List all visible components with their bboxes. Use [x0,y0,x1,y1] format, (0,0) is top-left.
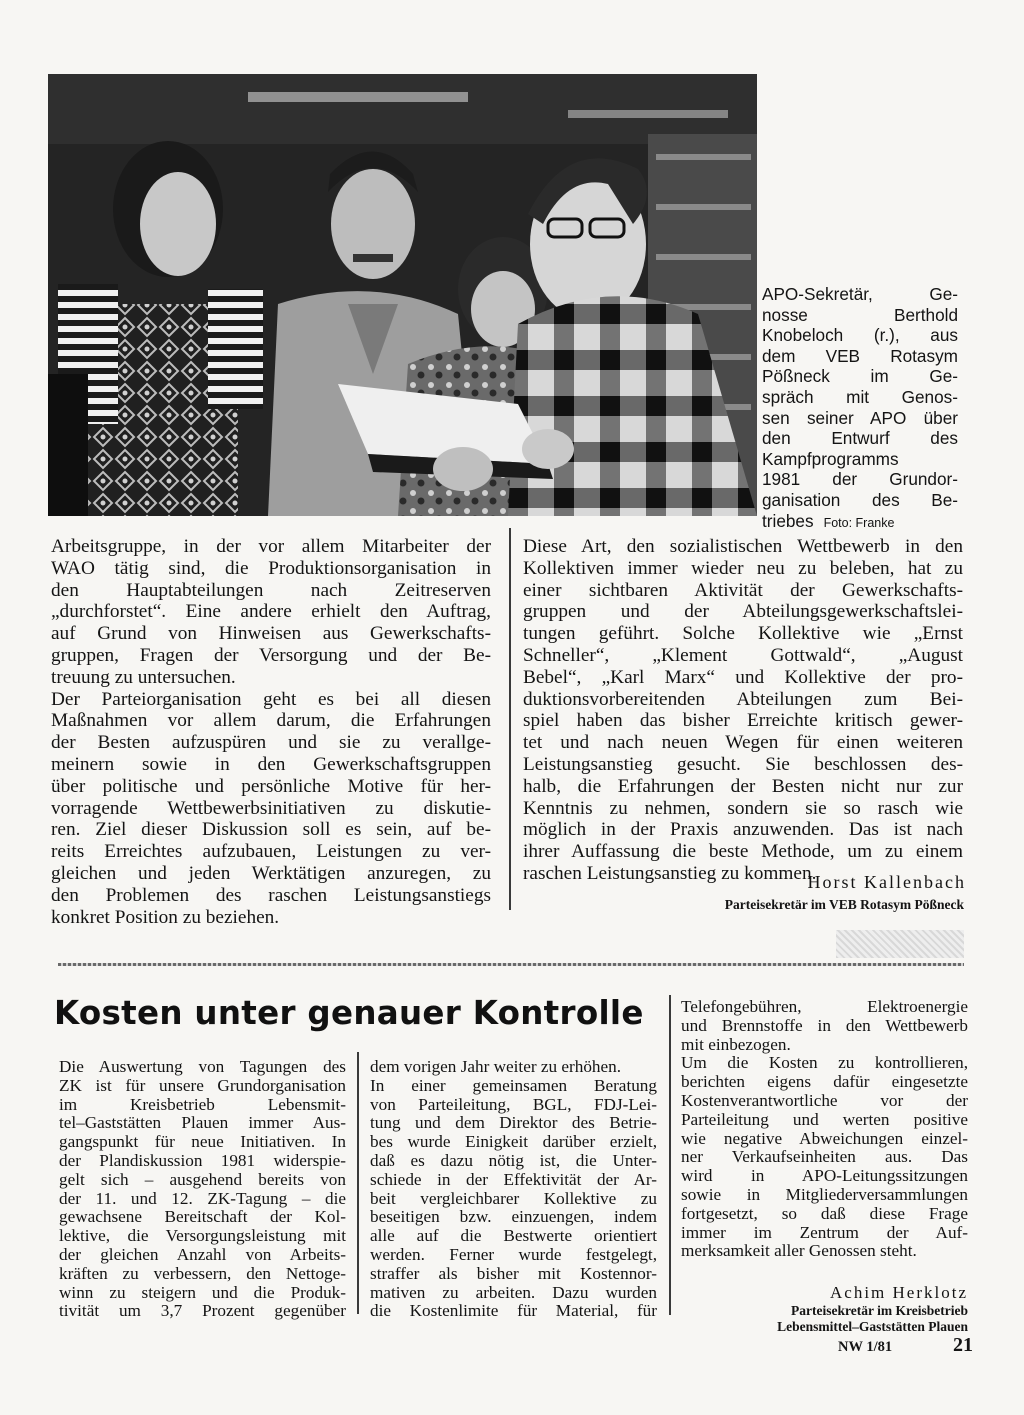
text-line: treuung zu untersuchen. [51,666,236,688]
text-line: ren. Ziel dieser Diskussion soll es sein, auf be- [51,819,491,841]
text-line: reits Erreichtes aufzubauen, Leistungen zu ver- [51,841,491,863]
article1-column-2 [523,536,963,885]
text-line: gruppen, Fragen der Versorgung und der Be- [51,644,491,666]
text-line: Telefongebühren, Elektroenergie [681,997,968,1016]
article2-headline: Kosten unter genauer Kontrolle [54,994,644,1032]
group-photo-image [48,74,757,516]
text-line: der Besten aufzuspüren und sie zu verallge- [51,732,491,754]
text-line: und Brennstoffe in den Wettbewerb [681,1015,968,1035]
text-line: konkret Position zu beziehen. [51,906,280,928]
text-line: alle auf die Bestwerte orientiert [370,1226,657,1246]
issue-number: NW 1/81 [838,1339,893,1355]
photo-caption [762,284,958,533]
column-divider [509,528,511,910]
text-line: tel–Gaststätten Plauen immer Aus- [59,1113,346,1133]
caption-line: 1981 der Grundor- [762,469,958,490]
text-line: den Hauptabteilungen nach Zeitreserven [51,579,491,601]
text-line: gelt sich – ausgehend bereits von [59,1169,346,1189]
text-line: „durchforstet“. Eine andere erhielt den Auftrag, [51,601,491,623]
text-line: wird in APO-Leitungssitzungen [681,1166,968,1186]
text-line: In einer gemeinsamen Beratung [370,1075,657,1095]
text-line: winn zu steigern und die Produk- [59,1282,346,1302]
text-line: bes wurde Einigkeit darüber erzielt, [370,1132,657,1152]
text-line: ZK ist für unsere Grundorganisation [59,1075,346,1095]
page-number: 21 [953,1334,973,1356]
text-line: beseitigen bzw. einzuengen, indem [370,1207,657,1227]
text-line: Die Auswertung von Tagungen des [59,1057,346,1076]
text-line: raschen Leistungsanstieg zu kommen. [523,862,817,884]
caption-line: sen seiner APO über [762,407,958,428]
caption-line: dem VEB Rotasym [762,345,958,366]
text-line: über politische und persönliche Motive für her- [51,775,491,797]
caption-line: Pößneck im Ge- [762,366,958,387]
text-line: mativen zu arbeiten. Dazu wurden [370,1282,657,1302]
text-line: spiel haben das bisher Erreichte kritisch gewer- [523,710,963,732]
text-line: daß es dazu nötig ist, die Unter- [370,1150,657,1170]
text-line: merksamkeit aller Genossen steht. [681,1241,917,1261]
text-line: lektive, die Versorgungsleistung mit [59,1226,346,1246]
text-line: Maßnahmen vor allem darum, die Erfahrungen [51,710,491,732]
caption-last-line [762,511,958,534]
text-line: die Kostenlimite für Material, für [370,1301,657,1321]
caption-line: den Entwurf des [762,428,958,449]
text-line: werden. Ferner wurde festgelegt, [370,1244,657,1264]
text-line: Parteileitung und werten positive [681,1109,968,1129]
text-line: beit vergleichbarer Kollektive zu [370,1188,657,1208]
text-line: der gleichen Anzahl von Arbeits- [59,1244,346,1264]
text-line: straffer als bisher mit Kostennor- [370,1263,657,1283]
caption-line: spräch mit Genos- [762,386,958,407]
column-divider [357,1052,359,1314]
text-line: sowie in Mitgliederversammlungen [681,1184,968,1204]
photo-credit: Foto: Franke [823,515,895,530]
text-line: fortgesetzt, so daß diese Frage [681,1203,968,1223]
text-line: tet und nach neuen Wegen für einen weiteren [523,732,963,754]
text-line: Kenntnis zu nehmen, sondern sie so rasch wie [523,797,963,819]
article2-author: Achim Herklotz [830,1283,968,1302]
caption-line: triebes [762,510,814,531]
article1-author-role: Parteisekretär im VEB Rotasym Pößneck [724,897,964,912]
text-line: gruppen und der Abteilungsgewerkschaftslei- [523,601,963,623]
text-line: dem vorigen Jahr weiter zu erhöhen. [370,1057,622,1076]
text-line: tungen geführt. Solche Kollektive wie „Ernst [523,623,963,645]
separator-ornament [836,930,964,958]
text-line: im Kreisbetrieb Lebensmit- [59,1094,346,1114]
article1-author: Horst Kallenbach [807,872,966,892]
author-role-line: Parteisekretär im Kreisbetrieb [791,1303,968,1318]
text-line: auf Grund von Hinweisen aus Gewerkschafts- [51,623,491,645]
caption-line: APO-Sekretär, Ge- [762,284,958,304]
caption-line: nosse Berthold [762,304,958,325]
article2-column-1 [59,1058,346,1321]
article1-column-1 [51,536,491,928]
caption-line: Knobeloch (r.), aus [762,325,958,346]
text-line: den Problemen des raschen Leistungsanstiegs [51,884,491,906]
caption-line: ganisation des Be- [762,489,958,510]
caption-line: Kampfprogramms [762,448,899,469]
article2-column-2 [370,1058,657,1321]
text-line: der Plandiskussion 1981 widerspie- [59,1150,346,1170]
text-line: Schneller“, „Klement Gottwald“, „August [523,644,963,666]
text-line: ner Verkaufseinheiten aus. Das [681,1147,968,1167]
text-line: berichten eigens dafür eingesetzte [681,1072,968,1092]
text-line: duktionsvorbereitenden Abteilungen zum Bei- [523,688,963,710]
text-line: tung und dem Direktor des Betrie- [370,1113,657,1133]
text-line: Bebel“, „Karl Marx“ und Kollektive der pro- [523,666,963,688]
author-role-line: Lebensmittel–Gaststätten Plauen [777,1319,968,1334]
text-line: Um die Kosten zu kontrollieren, [681,1053,968,1073]
text-line: Arbeitsgruppe, in der vor allem Mitarbeiter der [51,536,491,557]
text-line: vorragende Wettbewerbsinitiativen zu diskutie- [51,797,491,819]
text-line: wie negative Abweichungen einzel- [681,1128,968,1148]
section-separator [58,963,964,966]
text-line: Kollektiven immer wieder neu zu beleben, hat zu [523,557,963,579]
text-line: gleichen und jeden Werktätigen anzuregen, zu [51,862,491,884]
text-line: ihrer Auffassung die beste Methode, um zu einem [523,841,963,863]
text-line: meinern sowie in den Gewerkschaftsgruppen [51,753,491,775]
group-photo [48,74,757,516]
article2-column-3 [681,998,968,1261]
text-line: tivität um 3,7 Prozent gegenüber [59,1301,346,1321]
text-line: kräften zu verbessern, den Nettoge- [59,1263,346,1283]
text-line: von Parteileitung, BGL, FDJ-Lei- [370,1094,657,1114]
article2-author-role [777,1303,968,1335]
text-line: einer sichtbaren Aktivität der Gewerkschafts- [523,579,963,601]
text-line: Der Parteiorganisation geht es bei all diesen [51,688,491,710]
text-line: halb, die Erfahrungen der Besten nicht nur zur [523,775,963,797]
text-line: gangspunkt für neue Initiativen. In [59,1132,346,1152]
text-line: möglich in der Praxis anzuwenden. Das ist nach [523,819,963,841]
column-divider [669,995,671,1315]
text-line: Diese Art, den sozialistischen Wettbewerb in den [523,536,963,557]
text-line: gewachsene Bereitschaft der Kol- [59,1207,346,1227]
text-line: Kostenverantwortliche vor der [681,1090,968,1110]
text-line: WAO tätig sind, die Produktionsorganisation in [51,557,491,579]
text-line: schiede in der Effektivität der Ar- [370,1169,657,1189]
text-line: mit einbezogen. [681,1034,791,1054]
text-line: der 11. und 12. ZK-Tagung – die [59,1188,346,1208]
text-line: Leistungsanstieg gesucht. Sie beschlossen des- [523,753,963,775]
text-line: immer im Zentrum der Auf- [681,1222,968,1242]
